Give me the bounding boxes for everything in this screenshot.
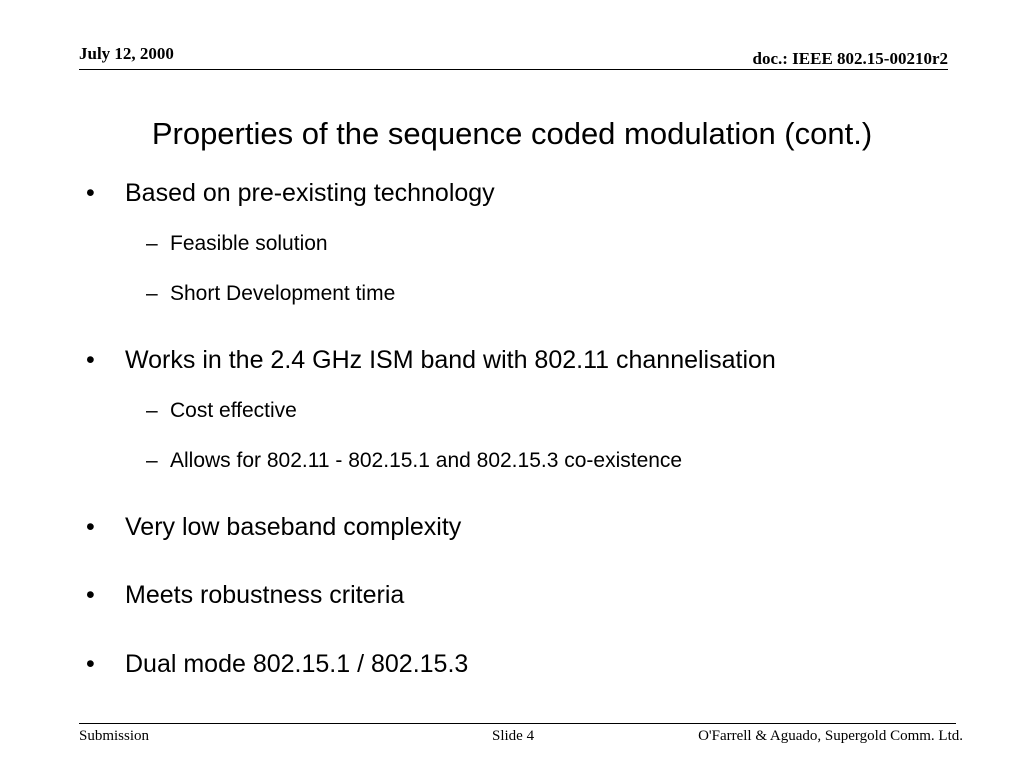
- sub-bullet-text: Feasible solution: [170, 232, 328, 255]
- header-doc-id: doc.: IEEE 802.15-00210r2: [752, 49, 948, 68]
- bullet-marker: •: [86, 179, 95, 207]
- sub-bullet-marker: –: [146, 282, 158, 305]
- bullet-text: Very low baseband complexity: [125, 513, 462, 541]
- bullet-marker: •: [86, 513, 95, 541]
- footer-submission: Submission: [79, 728, 150, 744]
- bullet-marker: •: [86, 346, 95, 374]
- bullet-text: Based on pre-existing technology: [125, 179, 495, 207]
- bullet-text: Meets robustness criteria: [125, 581, 405, 609]
- bullet-text: Works in the 2.4 GHz ISM band with 802.11 channelisation: [125, 346, 776, 374]
- sub-bullet-marker: –: [146, 232, 158, 255]
- sub-bullet-text: Allows for 802.11 - 802.15.1 and 802.15.3 co-existence: [170, 449, 683, 472]
- footer-slide-number: Slide 4: [492, 728, 535, 744]
- sub-bullet-text: Cost effective: [170, 399, 297, 422]
- header-date: July 12, 2000: [79, 44, 174, 63]
- sub-bullet-marker: –: [146, 399, 158, 422]
- footer-authors: O'Farrell & Aguado, Supergold Comm. Ltd.: [698, 728, 963, 744]
- slide-title: Properties of the sequence coded modulation (cont.): [151, 116, 873, 151]
- bullet-marker: •: [86, 581, 95, 609]
- sub-bullet-text: Short Development time: [170, 282, 396, 305]
- bullet-text: Dual mode 802.15.1 / 802.15.3: [125, 650, 469, 678]
- sub-bullet-marker: –: [146, 449, 158, 472]
- footer-divider: [79, 723, 956, 724]
- header-divider: [79, 69, 948, 70]
- bullet-marker: •: [86, 650, 95, 678]
